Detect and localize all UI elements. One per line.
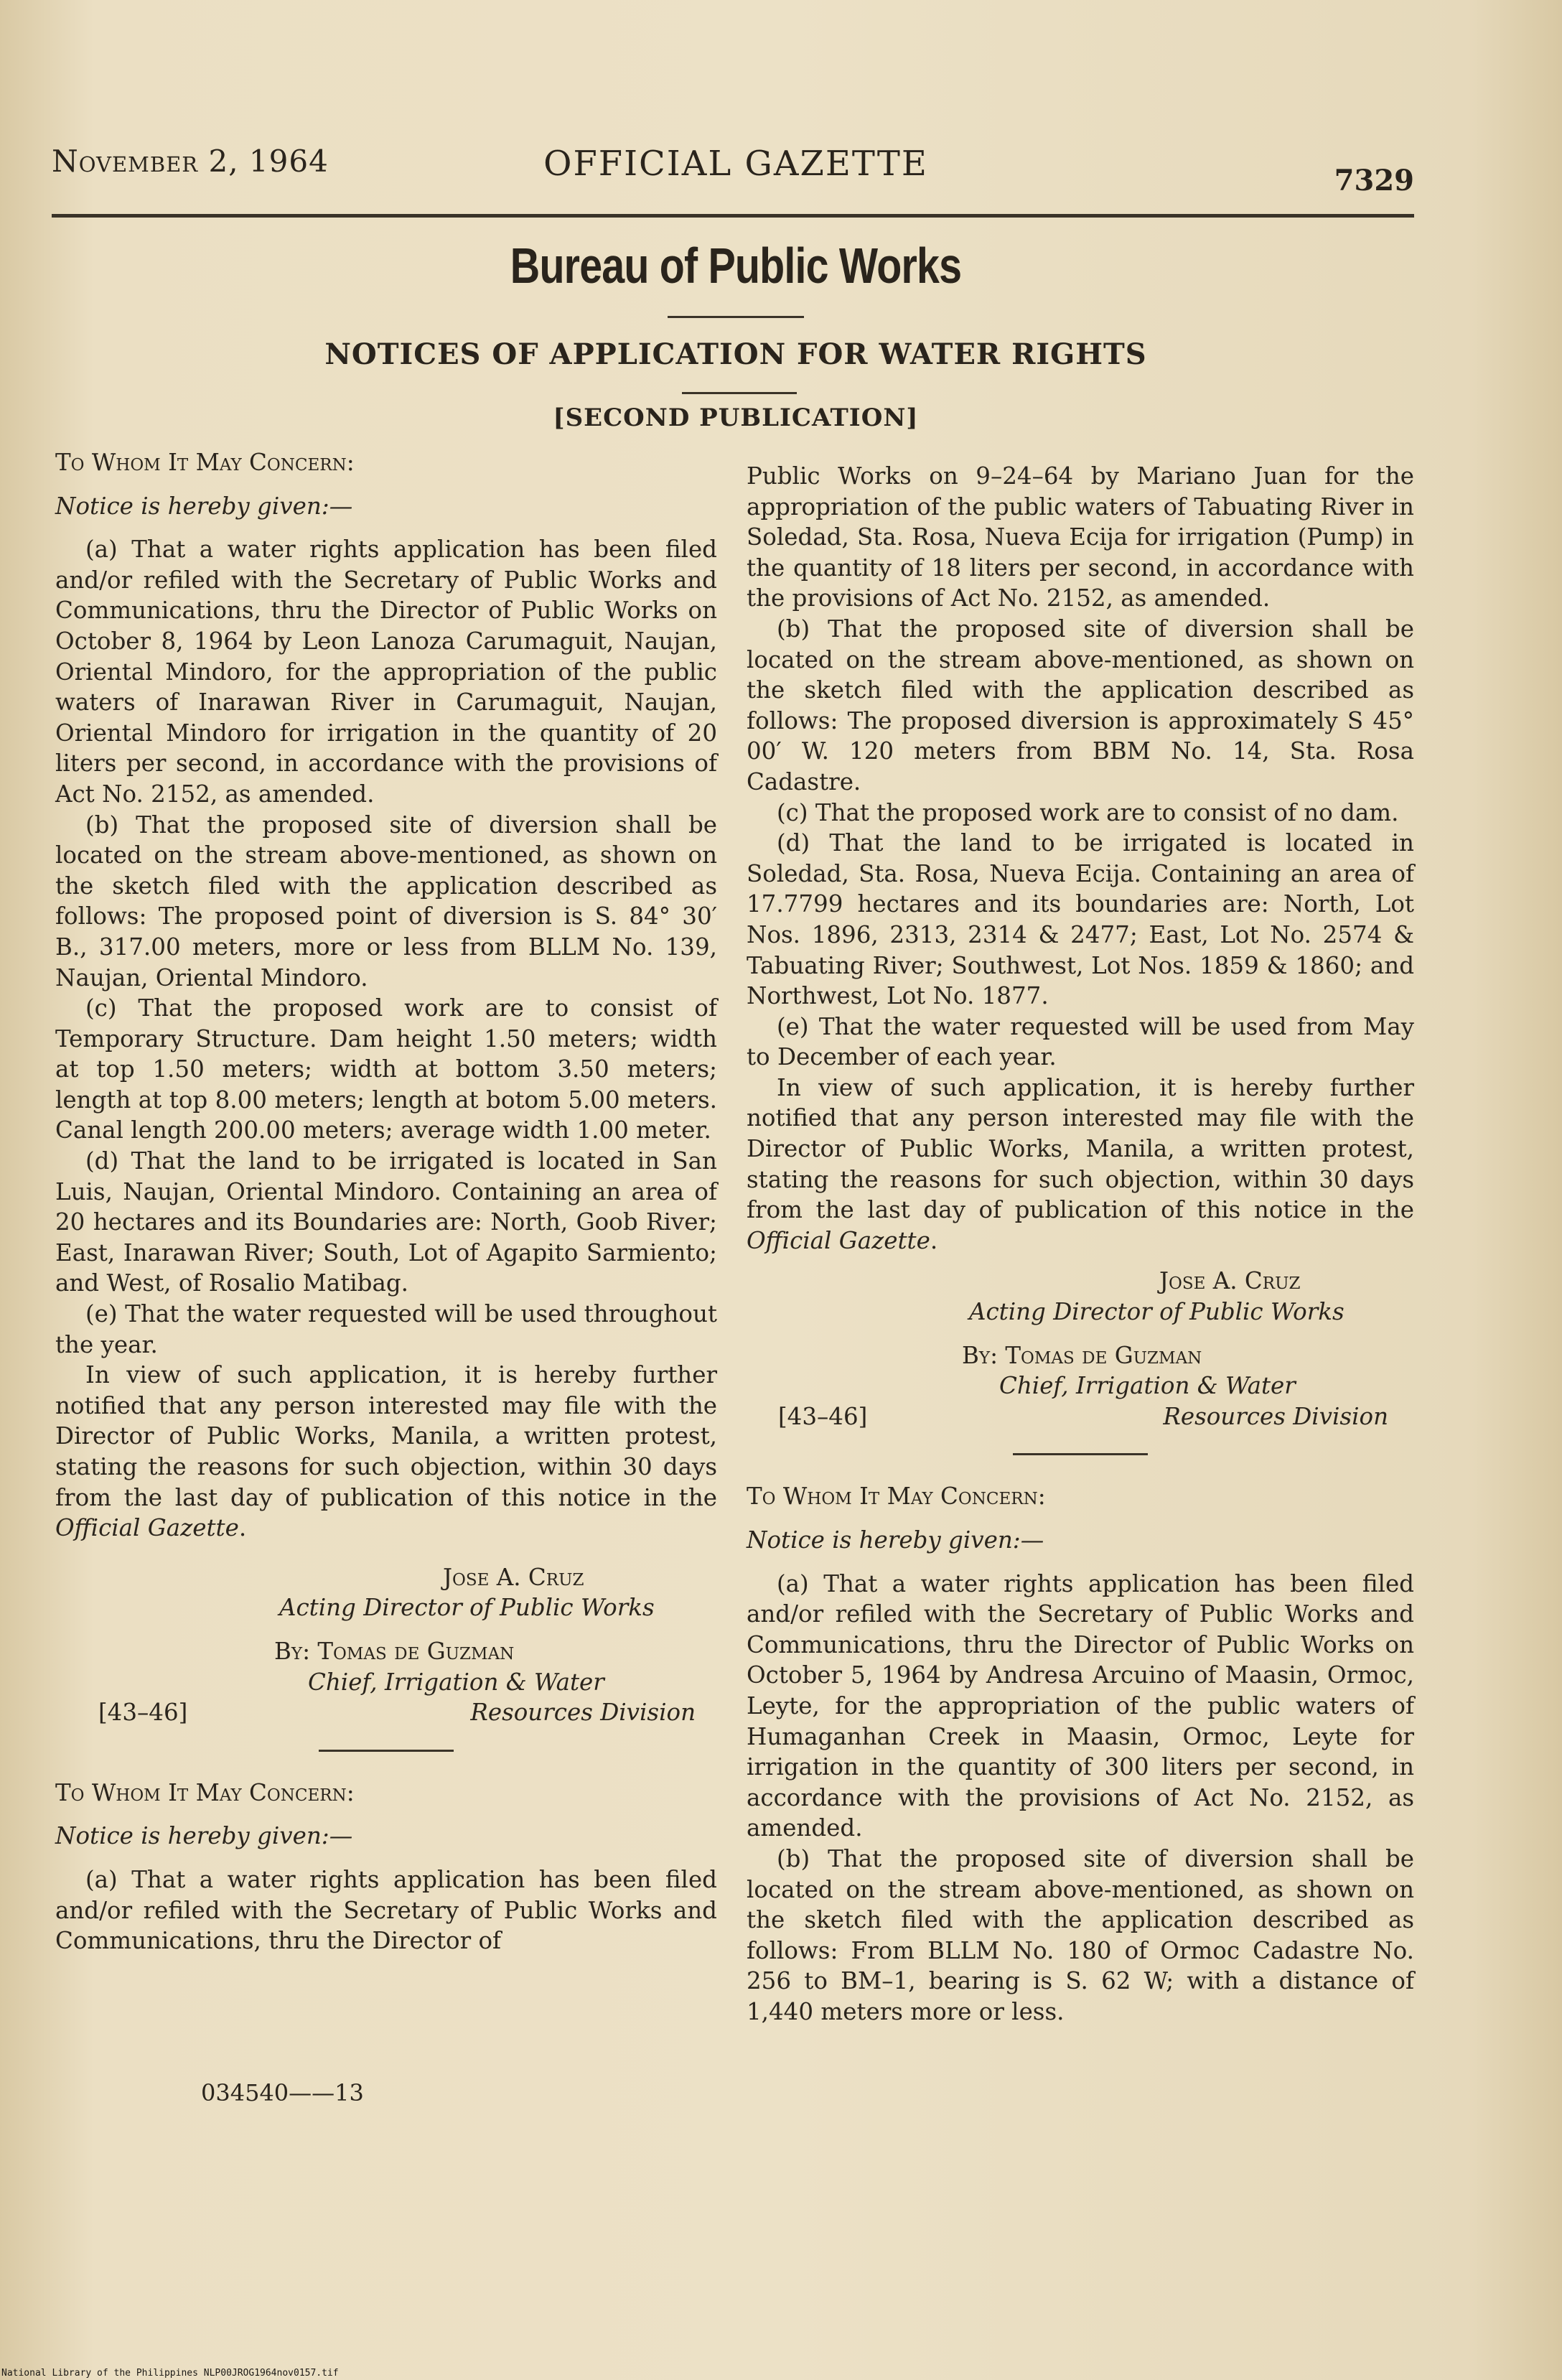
notice2-para-c: (c) That the proposed work are to consist of no dam. [777,798,1399,826]
publication-note: [SECOND PUBLICATION] [553,403,919,432]
signature-ref: [43–46] [778,1402,868,1430]
notice2-para-a-cont: Public Works on 9–24–64 by Mariano Juan for the appropriation of the public waters of Tabuating River in Soledad, Sta. Rosa, Nueva Ecija for irrigation (Pump) in the quantity of 18 liters per second, in accordance with the provisions of Act No. 2152, as amended. [747,462,1414,612]
notice1-closing [55,1360,717,1544]
left-column [55,447,717,1956]
signature-chief: Chief, Irrigation & Water [999,1372,1296,1400]
notice2-gazette: Official Gazette [747,1226,930,1254]
signature-chief: Chief, Irrigation & Water [308,1668,604,1696]
signature-ref-row [747,1401,1414,1432]
header-publication: OFFICIAL GAZETTE [543,144,928,184]
notice1-para-d: (d) That the land to be irrigated is located in San Luis, Naujan, Oriental Mindoro. Containing an area of 20 hectares and its Boundaries are: North, Goob River; East, Inarawan River; South, Lot of Agapito Sarmiento; and West, of Rosalio Matibag. [55,1147,717,1297]
notices-heading: NOTICES OF APPLICATION FOR WATER RIGHTS [324,337,1147,371]
signature-ref: [43–46] [98,1699,188,1727]
footer-code: 034540——13 [201,2079,364,2106]
notice3-para-a: (a) That a water rights application has been filed and/or refiled with the Secretary of Public Works and Communications, thru the Director of Public Works on October 5, 1964 by Andresa Arcuino of Maasin, Ormoc, Leyte, for the appropriation of the public waters of Humaganhan Creek in Maasin, Ormoc, Leyte for irrigation in the quantity of 300 liters per second, in accordance with the provisions of Act No. 2152, as amended. [747,1569,1414,1842]
signature-name: Jose A. Cruz [443,1563,584,1591]
notice1-closing-text: In view of such application, it is hereby further notified that any person interested may file with the Director of Public Works, Manila, a written protest, stating the reasons for such objection, within 30 days from the last day of publication of this notice in the [55,1361,717,1511]
signature-title: Acting Director of Public Works [279,1594,655,1622]
header-rule [52,214,1414,218]
notice1-signature [55,1562,717,1728]
notice2-para-b: (b) That the proposed site of diversion shall be located on the stream above-mentioned, as shown on the sketch filed with the application described as follows: The proposed diversion is approximately S 45° 00′ W. 120 meters from BBM No. 14, Sta. Rosa Cadastre. [747,615,1414,795]
notice3-para-b: (b) That the proposed site of diversion shall be located on the stream above-mentioned, as shown on the sketch filed with the application described as follows: From BLLM No. 180 of Ormoc Cadastre No. 256 to BM–1, bearing is S. 62 W; with a distance of 1,440 meters more or less. [747,1844,1414,2025]
signature-by: By: Tomas de Guzman [274,1637,515,1665]
right-column [747,461,1414,2027]
section-title: Bureau of Public Works [510,238,962,294]
notice3-intro: Notice is hereby given:— [747,1526,1044,1554]
notice2-intro: Notice is hereby given:— [55,1822,353,1850]
notice1-para-c: (c) That the proposed work are to consist of Temporary Structure. Dam height 1.50 meters; width at top 1.50 meters; width at bottom 3.50 meters; length at top 8.00 meters; length at botom 5.00 meters. Canal length 200.00 meters; average width 1.00 meter. [55,994,717,1144]
notice1-para-b: (b) That the proposed site of diversion shall be located on the stream above-mentioned, as shown on the sketch filed with the application described as follows: The proposed point of diversion is S. 84° 30′ B., 317.00 meters, more or less from BLLM No. 139, Naujan, Oriental Mindoro. [55,811,717,991]
notice2-closing-text: In view of such application, it is hereby further notified that any person interested may file with the Director of Public Works, Manila, a written protest, stating the reasons for such objection, within 30 days from the last day of publication of this notice in the [747,1073,1414,1224]
notice1-para-a: (a) That a water rights application has been filed and/or refiled with the Secretary of Public Works and Communications, thru the Director of Public Works on October 8, 1964 by Leon Lanoza Carumaguit, Naujan, Oriental Mindoro, for the appropriation of the public waters of Inarawan River in Carumaguit, Naujan, Oriental Mindoro for irrigation in the quantity of 20 liters per second, in accordance with the provisions of Act No. 2152, as amended. [55,536,717,808]
heading-rule [682,392,797,394]
signature-division: Resources Division [1163,1402,1388,1430]
notice1-gazette: Official Gazette [55,1514,239,1542]
notice1-para-e: (e) That the water requested will be used throughout the year. [55,1300,717,1358]
title-rule [668,316,804,318]
notice2-salutation: To Whom It May Concern: [55,1778,355,1806]
notice2-para-e: (e) That the water requested will be used from May to December of each year. [747,1012,1414,1071]
notice3-salutation: To Whom It May Concern: [747,1483,1046,1511]
signature-division: Resources Division [470,1699,696,1727]
header-date: November 2, 1964 [52,144,329,179]
signature-ref-row [55,1697,717,1728]
separator-rule [1013,1453,1148,1455]
notice2-closing [747,1073,1414,1256]
signature-name: Jose A. Cruz [1159,1267,1301,1295]
scan-imprint: National Library of the Philippines NLP00JROG1964nov0157.tif [1,2368,339,2379]
notice1-salutation: To Whom It May Concern: [55,449,355,476]
signature-by: By: Tomas de Guzman [962,1341,1202,1369]
notice2-signature [747,1266,1414,1432]
notice1-intro: Notice is hereby given:— [55,492,353,520]
notice2-closing-end: . [930,1226,938,1254]
separator-rule [319,1750,454,1752]
header-page-number: 7329 [1334,164,1414,197]
notice2-para-d: (d) That the land to be irrigated is located in Soledad, Sta. Rosa, Nueva Ecija. Containing an area of 17.7799 hectares and its boundaries are: North, Lot Nos. 1896, 2313, 2314 & 2477; East, Lot No. 2574 & Tabuating River; Southwest, Lot Nos. 1859 & 1860; and Northwest, Lot No. 1877. [747,829,1414,1010]
notice2-para-a-start: (a) That a water rights application has been filed and/or refiled with the Secretary of Public Works and Communications, thru the Director of [55,1865,717,1955]
signature-title: Acting Director of Public Works [969,1298,1344,1326]
notice1-closing-end: . [238,1514,247,1542]
